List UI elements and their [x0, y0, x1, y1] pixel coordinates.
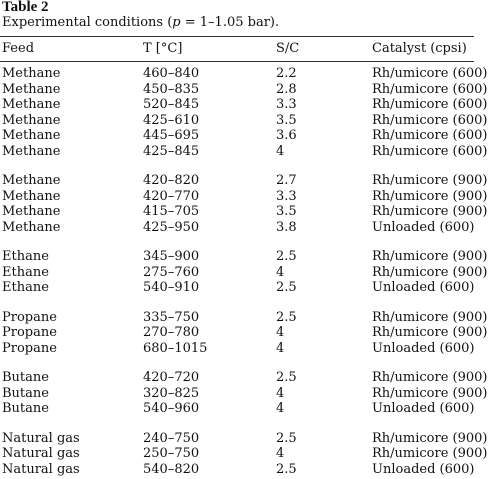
cell-steam-to-carbon: 3.5 [276, 204, 297, 219]
cell-steam-to-carbon: 3.5 [276, 112, 297, 128]
cell-temperature: 450–835 [143, 81, 200, 97]
cell-steam-to-carbon: 2.5 [276, 280, 297, 295]
table-row [0, 143, 488, 159]
cell-temperature: 540–820 [143, 461, 200, 477]
table-row [0, 341, 474, 356]
table-title: Table 2 [2, 0, 49, 15]
cell-feed: Methane [2, 204, 61, 219]
cell-catalyst: Rh/umicore (900) [372, 249, 488, 264]
cell-steam-to-carbon: 2.8 [276, 81, 297, 97]
cell-feed: Propane [2, 325, 57, 340]
cell-feed: Methane [2, 66, 61, 81]
cell-catalyst: Unloaded (600) [372, 340, 475, 356]
cell-temperature: 540–910 [143, 280, 200, 295]
cell-temperature: 335–750 [143, 309, 200, 325]
cell-steam-to-carbon: 4 [276, 143, 285, 159]
cell-catalyst: Rh/umicore (900) [372, 309, 488, 325]
cell-steam-to-carbon: 2.5 [276, 309, 297, 325]
cell-temperature: 320–825 [143, 385, 200, 401]
cell-catalyst: Rh/umicore (600) [372, 81, 488, 97]
cell-temperature: 425–845 [143, 143, 200, 159]
table-row [0, 325, 488, 340]
cell-steam-to-carbon: 4 [276, 340, 285, 356]
cell-steam-to-carbon: 4 [276, 264, 285, 280]
cell-feed: Butane [2, 370, 49, 385]
cell-catalyst: Unloaded (600) [372, 461, 475, 477]
cell-catalyst: Unloaded (600) [372, 280, 475, 295]
table-row [0, 112, 488, 128]
cell-catalyst: Rh/umicore (900) [372, 430, 488, 446]
cell-catalyst: Rh/umicore (600) [372, 143, 488, 159]
cell-catalyst: Rh/umicore (900) [372, 173, 488, 188]
cell-steam-to-carbon: 2.2 [276, 66, 297, 81]
header-rule [0, 61, 474, 62]
cell-steam-to-carbon: 3.3 [276, 188, 297, 204]
table-row [0, 204, 488, 219]
cell-catalyst: Unloaded (600) [372, 219, 475, 235]
cell-steam-to-carbon: 2.7 [276, 173, 297, 188]
cell-steam-to-carbon: 2.5 [276, 461, 297, 477]
cell-steam-to-carbon: 4 [276, 401, 285, 416]
cell-catalyst: Rh/umicore (600) [372, 128, 488, 143]
cell-temperature: 420–770 [143, 188, 200, 204]
cell-catalyst: Unloaded (600) [372, 401, 475, 416]
cell-temperature: 445–695 [143, 128, 200, 143]
cell-feed: Methane [2, 143, 61, 159]
cell-temperature: 425–610 [143, 112, 200, 128]
cell-feed: Ethane [2, 249, 49, 264]
header-feed: Feed [2, 41, 35, 56]
cell-steam-to-carbon: 3.3 [276, 97, 297, 112]
header-temperature: T [°C] [143, 41, 183, 56]
cell-steam-to-carbon: 3.6 [276, 128, 297, 143]
header-catalyst: Catalyst (cpsi) [372, 41, 467, 56]
table-row [0, 309, 488, 325]
table-row [0, 97, 488, 112]
cell-catalyst: Rh/umicore (600) [372, 112, 488, 128]
table-row [0, 280, 474, 295]
cell-feed: Propane [2, 309, 57, 325]
table-row [0, 173, 488, 188]
cell-feed: Butane [2, 385, 49, 401]
cell-temperature: 420–720 [143, 370, 200, 385]
cell-steam-to-carbon: 4 [276, 446, 285, 461]
cell-catalyst: Rh/umicore (900) [372, 385, 488, 401]
cell-feed: Methane [2, 112, 61, 128]
caption-variable: p [172, 15, 181, 30]
cell-steam-to-carbon: 4 [276, 325, 285, 340]
cell-temperature: 415–705 [143, 204, 200, 219]
table-header-row [0, 41, 474, 56]
cell-steam-to-carbon: 4 [276, 385, 285, 401]
cell-feed: Methane [2, 173, 61, 188]
cell-feed: Butane [2, 401, 49, 416]
cell-catalyst: Rh/umicore (900) [372, 204, 488, 219]
top-rule [0, 36, 474, 37]
table-row [0, 81, 488, 97]
cell-feed: Natural gas [2, 446, 80, 461]
cell-catalyst: Rh/umicore (900) [372, 325, 488, 340]
cell-catalyst: Rh/umicore (600) [372, 66, 488, 81]
cell-catalyst: Rh/umicore (900) [372, 264, 488, 280]
cell-temperature: 540–960 [143, 401, 200, 416]
cell-temperature: 420–820 [143, 173, 200, 188]
table-row [0, 401, 474, 416]
table-row [0, 264, 488, 280]
cell-temperature: 520–845 [143, 97, 200, 112]
cell-temperature: 275–760 [143, 264, 200, 280]
cell-temperature: 250–750 [143, 446, 200, 461]
cell-feed: Methane [2, 81, 61, 97]
cell-temperature: 425–950 [143, 219, 200, 235]
cell-temperature: 680–1015 [143, 340, 208, 356]
cell-feed: Natural gas [2, 430, 80, 446]
table-row [0, 249, 488, 264]
cell-feed: Methane [2, 219, 61, 235]
cell-feed: Natural gas [2, 461, 80, 477]
cell-feed: Ethane [2, 264, 49, 280]
cell-feed: Ethane [2, 280, 49, 295]
table-row [0, 430, 488, 446]
cell-catalyst: Rh/umicore (900) [372, 446, 488, 461]
cell-temperature: 240–750 [143, 430, 200, 446]
table-row [0, 128, 488, 143]
table-row [0, 188, 488, 204]
caption-suffix: = 1–1.05 bar). [180, 15, 280, 30]
table-row [0, 370, 488, 385]
cell-steam-to-carbon: 2.5 [276, 370, 297, 385]
cell-temperature: 270–780 [143, 325, 200, 340]
table-caption [2, 14, 279, 32]
header-steam-to-carbon: S/C [276, 41, 300, 56]
table-row [0, 446, 488, 461]
table-row [0, 66, 488, 81]
cell-catalyst: Rh/umicore (900) [372, 188, 488, 204]
caption-prefix: Experimental conditions ( [2, 15, 173, 30]
cell-feed: Methane [2, 97, 61, 112]
cell-steam-to-carbon: 3.8 [276, 219, 297, 235]
cell-feed: Methane [2, 128, 61, 143]
cell-temperature: 345–900 [143, 249, 200, 264]
cell-catalyst: Rh/umicore (900) [372, 370, 488, 385]
cell-feed: Propane [2, 340, 57, 356]
cell-feed: Methane [2, 188, 61, 204]
table-row [0, 220, 474, 235]
cell-temperature: 460–840 [143, 66, 200, 81]
cell-steam-to-carbon: 2.5 [276, 249, 297, 264]
table-row [0, 385, 488, 401]
cell-catalyst: Rh/umicore (600) [372, 97, 488, 112]
cell-steam-to-carbon: 2.5 [276, 430, 297, 446]
table-row [0, 462, 474, 477]
